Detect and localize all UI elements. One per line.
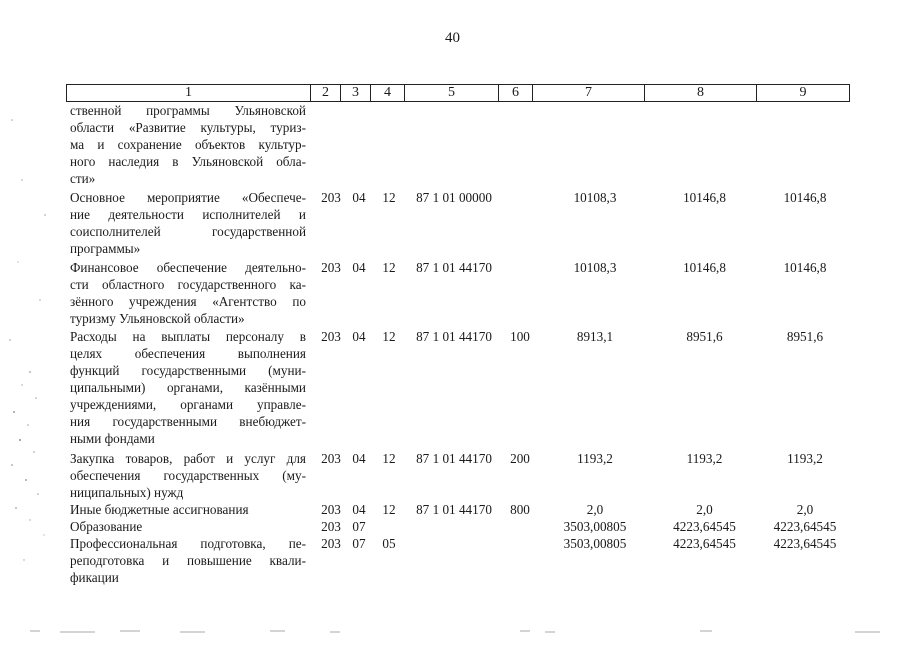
- cell-amount-8: 4223,64545: [673, 519, 736, 534]
- column-header-5: 5: [405, 85, 499, 101]
- cell-amount-7: 8913,1: [576, 329, 614, 344]
- description-line: сти»: [70, 171, 96, 186]
- column-header-4: 4: [371, 85, 405, 101]
- cell-expense-type: 800: [510, 502, 530, 517]
- description-line: ние деятельности исполнителей и: [70, 207, 306, 222]
- cell-amount-9: 10146,8: [783, 190, 827, 205]
- description-line: сти областного государственного ка-: [70, 277, 306, 292]
- description-line: Финансовое обеспечение деятельно-: [70, 260, 306, 275]
- description-line: целях обеспечения выполнения: [70, 346, 306, 361]
- row-description: [70, 259, 306, 327]
- cell-ministry-code: 203: [321, 536, 341, 551]
- column-header-2: 2: [311, 85, 341, 101]
- description-line: фикации: [70, 570, 119, 585]
- description-line: ственной программы Ульяновской: [70, 103, 306, 118]
- cell-section: 07: [352, 519, 366, 534]
- row-description: [70, 535, 306, 586]
- row-description: [70, 501, 306, 518]
- description-line: туризму Ульяновской области»: [70, 311, 245, 326]
- cell-target-article: 87 1 01 44170: [416, 451, 492, 466]
- row-description: [70, 189, 306, 257]
- scan-noise-left: [0, 0, 60, 640]
- description-line: Основное мероприятие «Обеспече-: [70, 190, 306, 205]
- cell-subsection: 12: [382, 190, 396, 205]
- cell-amount-7: 3503,00805: [563, 519, 627, 534]
- description-line: программы»: [70, 241, 141, 256]
- cell-amount-8: 8951,6: [686, 329, 723, 344]
- description-line: функций государственными (муни-: [70, 363, 306, 378]
- cell-subsection: 12: [382, 502, 396, 517]
- description-line: ного наследия в Ульяновской обла-: [70, 154, 306, 169]
- cell-expense-type: 200: [510, 451, 530, 466]
- table-header: [66, 84, 850, 102]
- scan-noise-bottom: [0, 620, 905, 640]
- cell-amount-8: 10146,8: [683, 260, 726, 275]
- column-header-1: 1: [67, 85, 311, 101]
- cell-subsection: 05: [382, 536, 396, 551]
- description-line: Расходы на выплаты персоналу в: [70, 329, 306, 344]
- cell-amount-7: 10108,3: [573, 190, 617, 205]
- description-line: Иные бюджетные ассигнования: [70, 502, 249, 517]
- cell-amount-8: 10146,8: [683, 190, 726, 205]
- cell-section: 04: [352, 451, 366, 466]
- cell-amount-9: 10146,8: [783, 260, 827, 275]
- row-description: [70, 102, 306, 187]
- page-number: 40: [445, 30, 460, 46]
- cell-amount-9: 2,0: [796, 502, 814, 517]
- description-line: ма и сохранение объектов культур-: [70, 137, 306, 152]
- cell-ministry-code: 203: [321, 190, 341, 205]
- cell-amount-7: 1193,2: [577, 451, 613, 466]
- column-header-3: 3: [341, 85, 371, 101]
- cell-subsection: 12: [382, 329, 396, 344]
- cell-amount-9: 4223,64545: [773, 519, 837, 534]
- description-line: ципальными) органами, казёнными: [70, 380, 306, 395]
- description-line: ными фондами: [70, 431, 155, 446]
- description-line: Профессиональная подготовка, пе-: [70, 536, 306, 551]
- description-line: реподготовка и повышение квали-: [70, 553, 306, 568]
- column-header-6: 6: [499, 85, 533, 101]
- cell-expense-type: 100: [510, 329, 530, 344]
- cell-target-article: 87 1 01 44170: [416, 329, 492, 344]
- description-line: обеспечения государственных (му-: [70, 468, 306, 483]
- cell-target-article: 87 1 01 00000: [416, 190, 492, 205]
- cell-section: 04: [352, 502, 366, 517]
- column-header-9: 9: [799, 85, 807, 100]
- description-line: ния государственными внебюджет-: [70, 414, 306, 429]
- cell-target-article: 87 1 01 44170: [416, 502, 492, 517]
- cell-ministry-code: 203: [321, 502, 341, 517]
- cell-ministry-code: 203: [321, 451, 341, 466]
- cell-amount-7: 2,0: [586, 502, 604, 517]
- cell-subsection: 12: [382, 451, 396, 466]
- cell-amount-7: 3503,00805: [563, 536, 627, 551]
- cell-section: 04: [352, 260, 366, 275]
- cell-amount-8: 1193,2: [686, 451, 723, 466]
- cell-amount-8: 2,0: [696, 502, 713, 517]
- cell-section: 07: [352, 536, 366, 551]
- cell-amount-9: 8951,6: [786, 329, 824, 344]
- description-line: учреждениями, органами управле-: [70, 397, 306, 412]
- column-header-7: 7: [533, 85, 645, 101]
- cell-amount-8: 4223,64545: [673, 536, 736, 551]
- description-line: области «Развитие культуры, туриз-: [70, 120, 306, 135]
- cell-target-article: 87 1 01 44170: [416, 260, 492, 275]
- cell-amount-9: 4223,64545: [773, 536, 837, 551]
- description-line: зённого учреждения «Агентство по: [70, 294, 306, 309]
- row-description: [70, 450, 306, 501]
- description-line: соисполнителей государственной: [70, 224, 306, 239]
- cell-subsection: 12: [382, 260, 396, 275]
- cell-ministry-code: 203: [321, 260, 341, 275]
- row-description: [70, 518, 306, 535]
- cell-ministry-code: 203: [321, 519, 341, 534]
- cell-section: 04: [352, 329, 366, 344]
- cell-ministry-code: 203: [321, 329, 341, 344]
- cell-amount-7: 10108,3: [573, 260, 617, 275]
- description-line: Образование: [70, 519, 143, 534]
- cell-section: 04: [352, 190, 366, 205]
- cell-amount-9: 1193,2: [787, 451, 823, 466]
- row-description: [70, 328, 306, 447]
- column-header-8: 8: [645, 85, 757, 101]
- description-line: ниципальных) нужд: [70, 485, 184, 500]
- description-line: Закупка товаров, работ и услуг для: [70, 451, 306, 466]
